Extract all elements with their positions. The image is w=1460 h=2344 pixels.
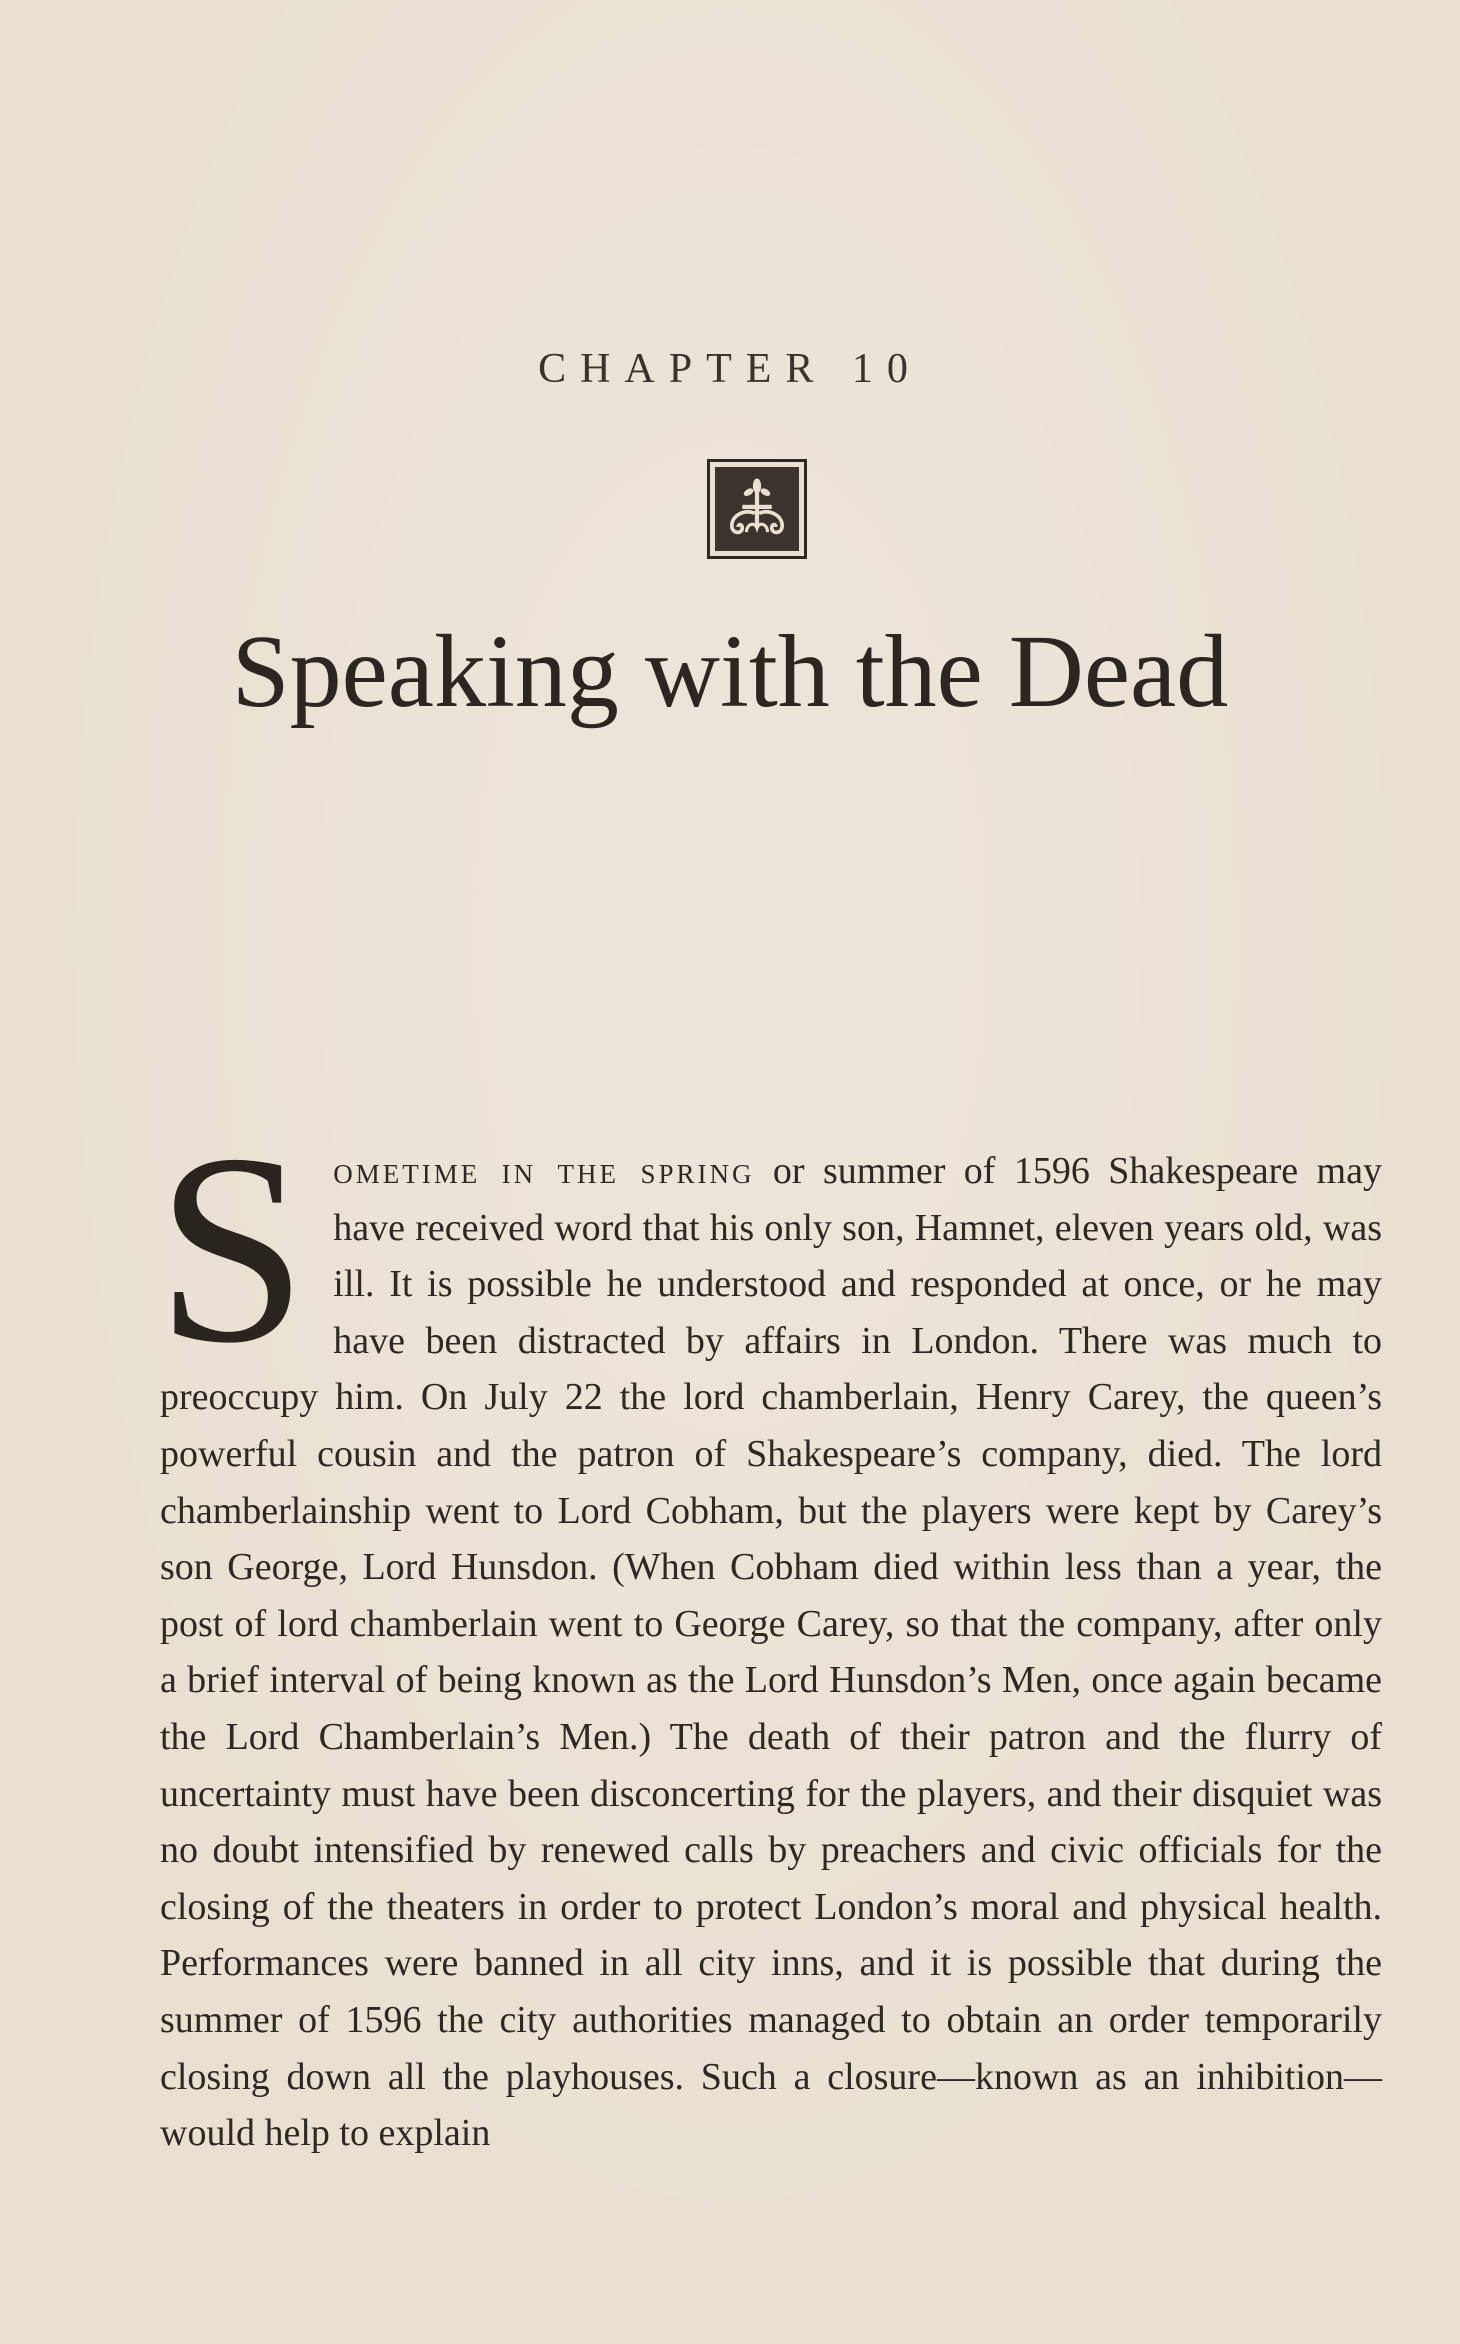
opening-smallcaps: ometime in the spring bbox=[333, 1150, 755, 1192]
chapter-title: Speaking with the Dead bbox=[231, 614, 1229, 729]
drop-cap: S bbox=[156, 1098, 308, 1399]
chapter-opening-paragraph bbox=[156, 1098, 1382, 2162]
fleur-ornament-graphic bbox=[715, 467, 799, 551]
paragraph-text: or summer of 1596 Shakespeare may have received word that his only son, Hamnet, eleven years old, was ill. It is possible he understood and responded at once, or he may have been distracted by affairs in London. There was much to preoccupy him. On July 22 the lord chamberlain, Henry Carey, the queen’s powerful cousin and the patron of Shakespeare’s company, died. The lord chamberlainship went to Lord Cobham, but the players were kept by Carey’s son George, Lord Hunsdon. (When Cobham died within less than a year, the post of lord chamberlain went to George Carey, so that the company, after only a brief interval of being known as the Lord Hunsdon’s Men, once again became the Lord Chamberlain’s Men.) The death of their patron and the flurry of uncertainty must have been disconcerting for the players, and their disquiet was no doubt intensified by renewed calls by preachers and civic officials for the closing of the theaters in order to protect London’s moral and physical health. Performances were banned in all city inns, and it is possible that during the summer of 1596 the city authorities managed to obtain an order temporarily closing down all the playhouses. Such a closure—known as an inhibition—would help to explain bbox=[160, 1150, 1382, 2155]
fleur-ornament-icon bbox=[707, 459, 807, 559]
chapter-label: CHAPTER 10 bbox=[538, 346, 922, 392]
